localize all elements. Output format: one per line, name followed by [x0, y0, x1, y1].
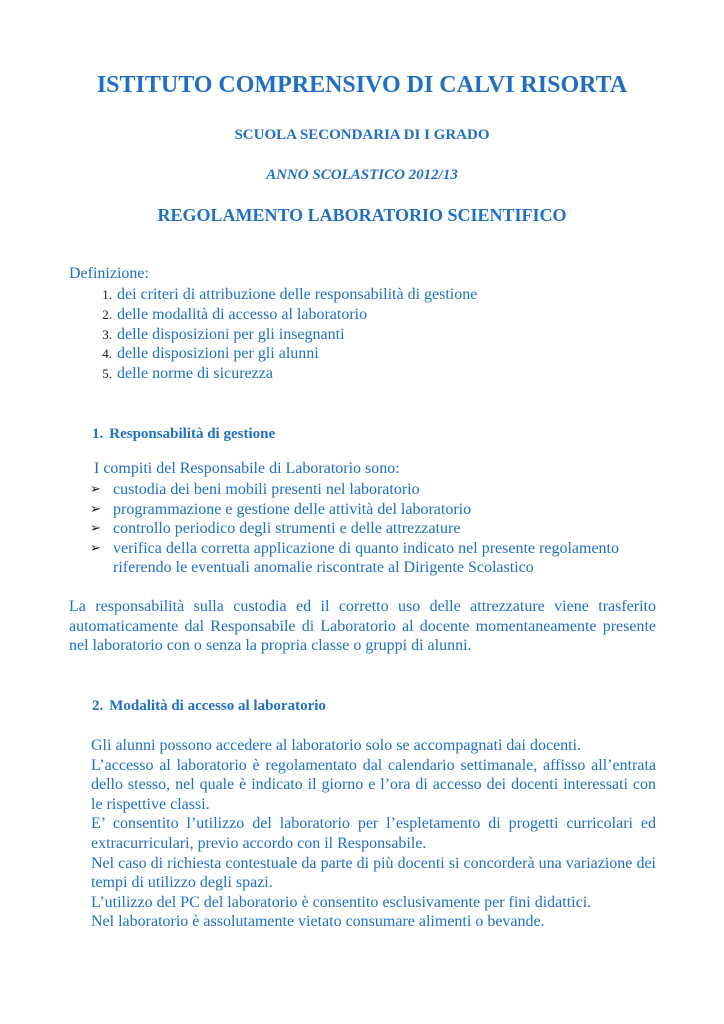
list-text: dei criteri di attribuzione delle responsabilità di gestione: [117, 286, 478, 303]
arrow-bullet-icon: ➢: [90, 540, 101, 556]
paragraph-sentence: L’utilizzo del PC del laboratorio è consentito esclusivamente per fini didattici.: [91, 893, 592, 911]
arrow-bullet-icon: ➢: [90, 501, 101, 517]
section-title-text: Responsabilità di gestione: [109, 426, 276, 442]
paragraph-sentence: Nel caso di richiesta contestuale da parte di più docenti si concorderà una variazione dei tempi di utilizzo degli spazi.: [91, 854, 656, 892]
list-text: delle norme di sicurezza: [117, 365, 273, 383]
list-number: 2.: [102, 306, 112, 322]
list-text: controllo periodico degli strumenti e delle attrezzature: [113, 520, 461, 537]
definition-list: [69, 285, 669, 384]
arrow-bullet-icon: ➢: [90, 521, 101, 536]
list-text: delle modalità di accesso al laboratorio: [117, 305, 368, 323]
list-number: 1.: [102, 287, 112, 302]
list-number: 4.: [102, 346, 112, 362]
list-number: 3.: [102, 326, 112, 342]
list-text: programmazione e gestione delle attività del laboratorio: [113, 500, 472, 518]
list-item: [69, 325, 669, 345]
paragraph-sentence: L’accesso al laboratorio è regolamentato dal calendario settimanale, affisso all’entrata dello stesso, nel quale è indicato il giorno e l’ora di accesso dei docenti interessati con le rispettive classi.: [91, 756, 656, 813]
list-item: [69, 305, 669, 325]
list-item: [69, 364, 669, 384]
school-level: SCUOLA SECONDARIA DI I GRADO: [234, 127, 490, 143]
list-item: [69, 344, 669, 364]
section-1-intro: I compiti del Responsabile di Laboratorio sono:: [94, 460, 400, 477]
section-1-paragraph: La responsabilità sulla custodia ed il corretto uso delle attrezzature viene trasferito automaticamente dal Responsabile di Laboratorio al docente momentaneamente presente nel laboratorio con o senza la propria classe o gruppi di alunni.: [69, 598, 656, 655]
list-text: delle disposizioni per gli insegnanti: [117, 325, 345, 343]
section-title-text: Modalità di accesso al laboratorio: [109, 698, 326, 714]
school-year: ANNO SCOLASTICO 2012/13: [266, 167, 458, 183]
list-number: 5.: [102, 366, 112, 382]
list-text: verifica della corretta applicazione di quanto indicato nel presente regolamento riferendo le eventuali anomalie riscontrate al Dirigente Scolastico: [113, 539, 619, 576]
regulation-heading: REGOLAMENTO LABORATORIO SCIENTIFICO: [157, 205, 567, 225]
list-item: [90, 500, 670, 520]
section-1-bullet-list: [90, 480, 670, 578]
list-item: [90, 519, 670, 539]
document-title: ISTITUTO COMPRENSIVO DI CALVI RISORTA: [96, 72, 628, 98]
paragraph-sentence: Nel laboratorio è assolutamente vietato consumare alimenti o bevande.: [91, 913, 545, 931]
section-2-paragraph: [91, 736, 656, 932]
arrow-bullet-icon: ➢: [90, 482, 101, 497]
list-text: delle disposizioni per gli alunni: [117, 345, 319, 363]
list-item: [90, 539, 670, 578]
paragraph-sentence: E’ consentito l’utilizzo del laboratorio per l’espletamento di progetti curricolari ed extracurriculari, previo accordo con il Responsabile.: [91, 815, 656, 852]
section-number: 2.: [92, 698, 104, 714]
section-2-title: [92, 696, 326, 716]
paragraph-sentence: Gli alunni possono accedere al laboratorio solo se accompagnati dai docenti.: [91, 737, 582, 754]
section-1-title: [92, 424, 275, 444]
list-text: custodia dei beni mobili presenti nel laboratorio: [113, 481, 420, 498]
list-item: [69, 285, 669, 305]
definition-label: Definizione:: [69, 265, 149, 282]
section-number: 1.: [92, 426, 104, 442]
list-item: [90, 480, 670, 500]
